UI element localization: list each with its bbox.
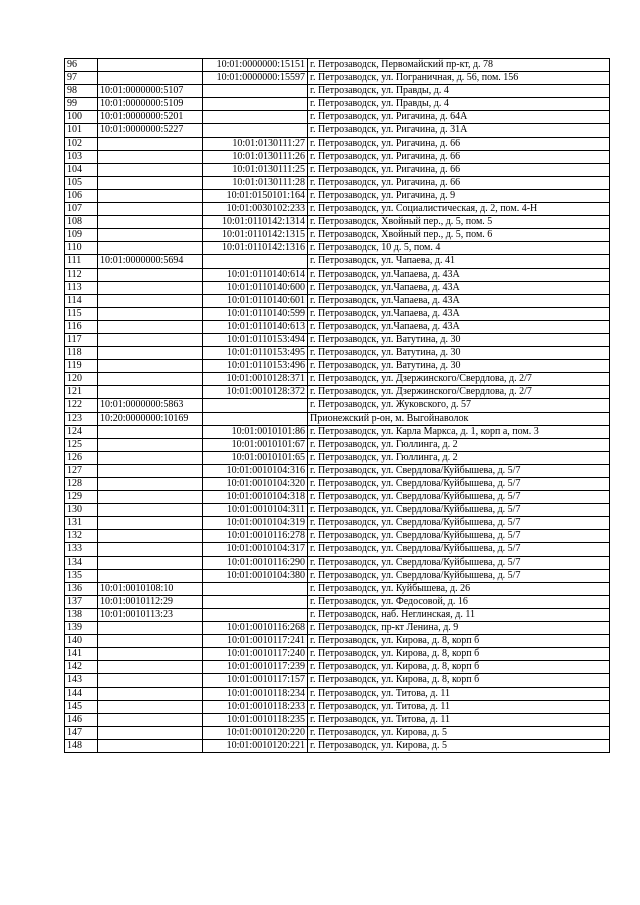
address-cell: г. Петрозаводск, ул. Титова, д. 11	[308, 713, 610, 726]
premises-cadastral-number-cell	[203, 98, 308, 111]
row-number-cell: 122	[65, 399, 98, 412]
address-cell: г. Петрозаводск, ул. Свердлова/Куйбышева, д. 5/7	[308, 504, 610, 517]
address-cell: г. Петрозаводск, ул. Куйбышева, д. 26	[308, 582, 610, 595]
cadastral-number-cell	[98, 739, 203, 752]
table-row	[65, 674, 610, 687]
address-cell: г. Петрозаводск, ул. Ригачина, д. 66	[308, 150, 610, 163]
row-number-cell: 117	[65, 333, 98, 346]
row-number-cell: 114	[65, 294, 98, 307]
cadastral-number-cell	[98, 307, 203, 320]
address-cell: г. Петрозаводск, ул. Свердлова/Куйбышева, д. 5/7	[308, 530, 610, 543]
table-row	[65, 150, 610, 163]
premises-cadastral-number-cell	[203, 111, 308, 124]
address-cell: г. Петрозаводск, ул. Свердлова/Куйбышева, д. 5/7	[308, 569, 610, 582]
cadastral-number-cell	[98, 373, 203, 386]
premises-cadastral-number-cell: 10:01:0010117:241	[203, 635, 308, 648]
table-row	[65, 176, 610, 189]
row-number-cell: 120	[65, 373, 98, 386]
address-cell: г. Петрозаводск, ул. Свердлова/Куйбышева, д. 5/7	[308, 491, 610, 504]
table-row	[65, 307, 610, 320]
address-cell: г. Петрозаводск, пр-кт Ленина, д. 9	[308, 622, 610, 635]
premises-cadastral-number-cell: 10:01:0010120:220	[203, 726, 308, 739]
row-number-cell: 126	[65, 451, 98, 464]
address-cell: г. Петрозаводск, ул. Правды, д. 4	[308, 98, 610, 111]
row-number-cell: 97	[65, 72, 98, 85]
row-number-cell: 136	[65, 582, 98, 595]
cadastral-number-cell	[98, 189, 203, 202]
premises-cadastral-number-cell	[203, 582, 308, 595]
table-row	[65, 59, 610, 72]
premises-cadastral-number-cell: 10:01:0000000:15151	[203, 59, 308, 72]
row-number-cell: 116	[65, 320, 98, 333]
row-number-cell: 145	[65, 700, 98, 713]
cadastral-number-cell	[98, 674, 203, 687]
premises-cadastral-number-cell: 10:01:0110142:1316	[203, 242, 308, 255]
address-cell: г. Петрозаводск, ул. Правды, д. 4	[308, 85, 610, 98]
premises-cadastral-number-cell: 10:01:0010117:157	[203, 674, 308, 687]
row-number-cell: 119	[65, 360, 98, 373]
address-cell: г. Петрозаводск, Хвойный пер., д. 5, пом. 6	[308, 229, 610, 242]
row-number-cell: 125	[65, 438, 98, 451]
row-number-cell: 118	[65, 347, 98, 360]
premises-cadastral-number-cell: 10:01:0010117:239	[203, 661, 308, 674]
cadastral-number-cell: 10:20:0000000:10169	[98, 412, 203, 425]
table-row	[65, 425, 610, 438]
row-number-cell: 137	[65, 595, 98, 608]
row-number-cell: 110	[65, 242, 98, 255]
cadastral-number-cell	[98, 242, 203, 255]
table-row	[65, 399, 610, 412]
row-number-cell: 135	[65, 569, 98, 582]
premises-cadastral-number-cell: 10:01:0010101:65	[203, 451, 308, 464]
premises-cadastral-number-cell: 10:01:0010117:240	[203, 648, 308, 661]
address-cell: г. Петрозаводск, ул. Кирова, д. 8, корп б	[308, 674, 610, 687]
address-cell: г. Петрозаводск, ул.Чапаева, д. 43А	[308, 281, 610, 294]
table-row	[65, 203, 610, 216]
premises-cadastral-number-cell: 10:01:0130111:25	[203, 163, 308, 176]
row-number-cell: 141	[65, 648, 98, 661]
row-number-cell: 96	[65, 59, 98, 72]
address-cell: г. Петрозаводск, ул.Чапаева, д. 43А	[308, 307, 610, 320]
address-cell: г. Петрозаводск, ул. Ватутина, д. 30	[308, 333, 610, 346]
cadastral-number-cell	[98, 294, 203, 307]
cadastral-number-cell: 10:01:0000000:5109	[98, 98, 203, 111]
premises-cadastral-number-cell: 10:01:0030102:233	[203, 203, 308, 216]
row-number-cell: 131	[65, 517, 98, 530]
address-cell: г. Петрозаводск, ул. Дзержинского/Свердлова, д. 2/7	[308, 373, 610, 386]
cadastral-number-cell	[98, 713, 203, 726]
cadastral-number-cell: 10:01:0000000:5863	[98, 399, 203, 412]
address-cell: г. Петрозаводск, ул. Ригачина, д. 66	[308, 176, 610, 189]
row-number-cell: 109	[65, 229, 98, 242]
address-cell: г. Петрозаводск, ул. Гюллинга, д. 2	[308, 438, 610, 451]
table-row	[65, 320, 610, 333]
address-cell: г. Петрозаводск, ул. Социалистическая, д. 2, пом. 4-Н	[308, 203, 610, 216]
cadastral-number-cell	[98, 491, 203, 504]
row-number-cell: 104	[65, 163, 98, 176]
premises-cadastral-number-cell	[203, 412, 308, 425]
premises-cadastral-number-cell: 10:01:0110142:1315	[203, 229, 308, 242]
premises-cadastral-number-cell: 10:01:0110140:613	[203, 320, 308, 333]
cadastral-number-cell: 10:01:0000000:5227	[98, 124, 203, 137]
table-row	[65, 281, 610, 294]
cadastral-number-cell	[98, 687, 203, 700]
cadastral-number-cell	[98, 530, 203, 543]
cadastral-number-cell	[98, 203, 203, 216]
address-cell: г. Петрозаводск, ул. Федосовой, д. 16	[308, 595, 610, 608]
table-row	[65, 333, 610, 346]
property-register-table	[64, 58, 610, 753]
table-row	[65, 517, 610, 530]
table-row	[65, 739, 610, 752]
cadastral-number-cell	[98, 700, 203, 713]
cadastral-number-cell	[98, 386, 203, 399]
premises-cadastral-number-cell: 10:01:0010104:311	[203, 504, 308, 517]
row-number-cell: 112	[65, 268, 98, 281]
table-row	[65, 347, 610, 360]
premises-cadastral-number-cell: 10:01:0010104:318	[203, 491, 308, 504]
premises-cadastral-number-cell	[203, 85, 308, 98]
cadastral-number-cell	[98, 648, 203, 661]
premises-cadastral-number-cell: 10:01:0010116:278	[203, 530, 308, 543]
row-number-cell: 101	[65, 124, 98, 137]
cadastral-number-cell: 10:01:0010113:23	[98, 608, 203, 621]
premises-cadastral-number-cell: 10:01:0010104:319	[203, 517, 308, 530]
premises-cadastral-number-cell: 10:01:0010128:372	[203, 386, 308, 399]
table-row	[65, 661, 610, 674]
address-cell: г. Петрозаводск, ул. Карла Маркса, д. 1, корп а, пом. 3	[308, 425, 610, 438]
cadastral-number-cell	[98, 517, 203, 530]
table-row	[65, 635, 610, 648]
cadastral-number-cell	[98, 438, 203, 451]
premises-cadastral-number-cell: 10:01:0010118:234	[203, 687, 308, 700]
premises-cadastral-number-cell: 10:01:0110140:614	[203, 268, 308, 281]
address-cell: г. Петрозаводск, ул. Кирова, д. 8, корп б	[308, 648, 610, 661]
row-number-cell: 130	[65, 504, 98, 517]
premises-cadastral-number-cell	[203, 124, 308, 137]
table-row	[65, 124, 610, 137]
cadastral-number-cell: 10:01:0010112:29	[98, 595, 203, 608]
table-row	[65, 726, 610, 739]
cadastral-number-cell	[98, 504, 203, 517]
cadastral-number-cell: 10:01:0000000:5107	[98, 85, 203, 98]
address-cell: г. Петрозаводск, ул. Кирова, д. 5	[308, 726, 610, 739]
address-cell: г. Петрозаводск, Хвойный пер., д. 5, пом. 5	[308, 216, 610, 229]
address-cell: г. Петрозаводск, ул. Ригачина, д. 66	[308, 163, 610, 176]
address-cell: г. Петрозаводск, ул.Чапаева, д. 43А	[308, 320, 610, 333]
address-cell: г. Петрозаводск, ул. Гюллинга, д. 2	[308, 451, 610, 464]
row-number-cell: 100	[65, 111, 98, 124]
premises-cadastral-number-cell: 10:01:0110140:601	[203, 294, 308, 307]
cadastral-number-cell	[98, 451, 203, 464]
address-cell: г. Петрозаводск, ул. Свердлова/Куйбышева, д. 5/7	[308, 543, 610, 556]
cadastral-number-cell	[98, 726, 203, 739]
cadastral-number-cell	[98, 216, 203, 229]
cadastral-number-cell	[98, 72, 203, 85]
address-cell: г. Петрозаводск, ул.Чапаева, д. 43А	[308, 268, 610, 281]
address-cell: г. Петрозаводск, ул. Свердлова/Куйбышева, д. 5/7	[308, 556, 610, 569]
cadastral-number-cell	[98, 281, 203, 294]
table-row	[65, 373, 610, 386]
premises-cadastral-number-cell	[203, 608, 308, 621]
row-number-cell: 108	[65, 216, 98, 229]
cadastral-number-cell	[98, 150, 203, 163]
table-row	[65, 713, 610, 726]
premises-cadastral-number-cell: 10:01:0010104:320	[203, 478, 308, 491]
row-number-cell: 143	[65, 674, 98, 687]
premises-cadastral-number-cell: 10:01:0110142:1314	[203, 216, 308, 229]
table-row	[65, 608, 610, 621]
address-cell: г. Петрозаводск, ул. Титова, д. 11	[308, 700, 610, 713]
address-cell: г. Петрозаводск, Первомайский пр-кт, д. 78	[308, 59, 610, 72]
table-row	[65, 595, 610, 608]
address-cell: г. Петрозаводск, ул.Чапаева, д. 43А	[308, 294, 610, 307]
address-cell: г. Петрозаводск, ул. Свердлова/Куйбышева, д. 5/7	[308, 517, 610, 530]
premises-cadastral-number-cell: 10:01:0010104:380	[203, 569, 308, 582]
cadastral-number-cell	[98, 347, 203, 360]
table-row	[65, 242, 610, 255]
table-body	[65, 59, 610, 753]
address-cell: г. Петрозаводск, ул. Ригачина, д. 64А	[308, 111, 610, 124]
cadastral-number-cell	[98, 320, 203, 333]
table-row	[65, 85, 610, 98]
table-row	[65, 700, 610, 713]
table-row	[65, 530, 610, 543]
row-number-cell: 106	[65, 189, 98, 202]
address-cell: г. Петрозаводск, ул. Пограничная, д. 56, пом. 156	[308, 72, 610, 85]
address-cell: г. Петрозаводск, ул. Кирова, д. 8, корп б	[308, 635, 610, 648]
row-number-cell: 103	[65, 150, 98, 163]
row-number-cell: 127	[65, 464, 98, 477]
row-number-cell: 146	[65, 713, 98, 726]
row-number-cell: 115	[65, 307, 98, 320]
row-number-cell: 99	[65, 98, 98, 111]
premises-cadastral-number-cell: 10:01:0010118:233	[203, 700, 308, 713]
row-number-cell: 132	[65, 530, 98, 543]
row-number-cell: 128	[65, 478, 98, 491]
premises-cadastral-number-cell: 10:01:0110140:600	[203, 281, 308, 294]
cadastral-number-cell	[98, 360, 203, 373]
cadastral-number-cell	[98, 268, 203, 281]
address-cell: г. Петрозаводск, ул. Свердлова/Куйбышева, д. 5/7	[308, 478, 610, 491]
cadastral-number-cell	[98, 543, 203, 556]
table-row	[65, 504, 610, 517]
row-number-cell: 139	[65, 622, 98, 635]
row-number-cell: 134	[65, 556, 98, 569]
table-row	[65, 648, 610, 661]
table-row	[65, 412, 610, 425]
premises-cadastral-number-cell: 10:01:0010101:67	[203, 438, 308, 451]
row-number-cell: 107	[65, 203, 98, 216]
cadastral-number-cell: 10:01:0010108:10	[98, 582, 203, 595]
address-cell: г. Петрозаводск, ул. Кирова, д. 8, корп б	[308, 661, 610, 674]
address-cell: г. Петрозаводск, наб. Неглинская, д. 11	[308, 608, 610, 621]
address-cell: г. Петрозаводск, ул. Ригачина, д. 66	[308, 137, 610, 150]
address-cell: Прионежский р-он, м. Выгойнаволок	[308, 412, 610, 425]
cadastral-number-cell	[98, 464, 203, 477]
cadastral-number-cell: 10:01:0000000:5201	[98, 111, 203, 124]
address-cell: г. Петрозаводск, 10 д. 5, пом. 4	[308, 242, 610, 255]
row-number-cell: 142	[65, 661, 98, 674]
address-cell: г. Петрозаводск, ул. Свердлова/Куйбышева, д. 5/7	[308, 464, 610, 477]
row-number-cell: 133	[65, 543, 98, 556]
table-row	[65, 189, 610, 202]
cadastral-number-cell	[98, 229, 203, 242]
table-row	[65, 478, 610, 491]
table-row	[65, 255, 610, 268]
table-row	[65, 360, 610, 373]
cadastral-number-cell	[98, 569, 203, 582]
premises-cadastral-number-cell: 10:01:0010104:317	[203, 543, 308, 556]
row-number-cell: 121	[65, 386, 98, 399]
premises-cadastral-number-cell: 10:01:0010128:371	[203, 373, 308, 386]
table-row	[65, 111, 610, 124]
premises-cadastral-number-cell: 10:01:0150101:164	[203, 189, 308, 202]
row-number-cell: 140	[65, 635, 98, 648]
premises-cadastral-number-cell: 10:01:0010104:316	[203, 464, 308, 477]
cadastral-number-cell	[98, 59, 203, 72]
premises-cadastral-number-cell: 10:01:0130111:28	[203, 176, 308, 189]
address-cell: г. Петрозаводск, ул. Чапаева, д. 41	[308, 255, 610, 268]
premises-cadastral-number-cell: 10:01:0010120:221	[203, 739, 308, 752]
row-number-cell: 111	[65, 255, 98, 268]
premises-cadastral-number-cell	[203, 255, 308, 268]
premises-cadastral-number-cell: 10:01:0110140:599	[203, 307, 308, 320]
table-row	[65, 137, 610, 150]
table-row	[65, 491, 610, 504]
premises-cadastral-number-cell: 10:01:0110153:495	[203, 347, 308, 360]
table-row	[65, 216, 610, 229]
address-cell: г. Петрозаводск, ул. Ригачина, д. 31А	[308, 124, 610, 137]
row-number-cell: 105	[65, 176, 98, 189]
address-cell: г. Петрозаводск, ул. Ватутина, д. 30	[308, 360, 610, 373]
premises-cadastral-number-cell	[203, 595, 308, 608]
cadastral-number-cell	[98, 137, 203, 150]
row-number-cell: 129	[65, 491, 98, 504]
row-number-cell: 98	[65, 85, 98, 98]
table-row	[65, 687, 610, 700]
row-number-cell: 144	[65, 687, 98, 700]
cadastral-number-cell	[98, 661, 203, 674]
table-row	[65, 543, 610, 556]
cadastral-number-cell	[98, 333, 203, 346]
cadastral-number-cell	[98, 163, 203, 176]
premises-cadastral-number-cell: 10:01:0130111:26	[203, 150, 308, 163]
cadastral-number-cell	[98, 635, 203, 648]
table-row	[65, 451, 610, 464]
cadastral-number-cell	[98, 425, 203, 438]
table-row	[65, 72, 610, 85]
premises-cadastral-number-cell: 10:01:0010101:86	[203, 425, 308, 438]
address-cell: г. Петрозаводск, ул. Дзержинского/Свердлова, д. 2/7	[308, 386, 610, 399]
premises-cadastral-number-cell: 10:01:0000000:15597	[203, 72, 308, 85]
address-cell: г. Петрозаводск, ул. Ригачина, д. 9	[308, 189, 610, 202]
premises-cadastral-number-cell: 10:01:0010118:235	[203, 713, 308, 726]
table-row	[65, 98, 610, 111]
premises-cadastral-number-cell: 10:01:0010116:290	[203, 556, 308, 569]
address-cell: г. Петрозаводск, ул. Жуковского, д. 57	[308, 399, 610, 412]
table-row	[65, 582, 610, 595]
row-number-cell: 147	[65, 726, 98, 739]
address-cell: г. Петрозаводск, ул. Ватутина, д. 30	[308, 347, 610, 360]
table-row	[65, 556, 610, 569]
premises-cadastral-number-cell: 10:01:0130111:27	[203, 137, 308, 150]
row-number-cell: 102	[65, 137, 98, 150]
premises-cadastral-number-cell	[203, 399, 308, 412]
table-row	[65, 229, 610, 242]
table-row	[65, 622, 610, 635]
cadastral-number-cell: 10:01:0000000:5694	[98, 255, 203, 268]
cadastral-number-cell	[98, 622, 203, 635]
table-row	[65, 569, 610, 582]
premises-cadastral-number-cell: 10:01:0010116:268	[203, 622, 308, 635]
cadastral-number-cell	[98, 478, 203, 491]
table-row	[65, 268, 610, 281]
table-row	[65, 163, 610, 176]
table-row	[65, 386, 610, 399]
row-number-cell: 124	[65, 425, 98, 438]
table-row	[65, 464, 610, 477]
row-number-cell: 148	[65, 739, 98, 752]
row-number-cell: 138	[65, 608, 98, 621]
premises-cadastral-number-cell: 10:01:0110153:496	[203, 360, 308, 373]
address-cell: г. Петрозаводск, ул. Кирова, д. 5	[308, 739, 610, 752]
row-number-cell: 113	[65, 281, 98, 294]
table-row	[65, 438, 610, 451]
cadastral-number-cell	[98, 176, 203, 189]
premises-cadastral-number-cell: 10:01:0110153:494	[203, 333, 308, 346]
cadastral-number-cell	[98, 556, 203, 569]
row-number-cell: 123	[65, 412, 98, 425]
address-cell: г. Петрозаводск, ул. Титова, д. 11	[308, 687, 610, 700]
table-row	[65, 294, 610, 307]
